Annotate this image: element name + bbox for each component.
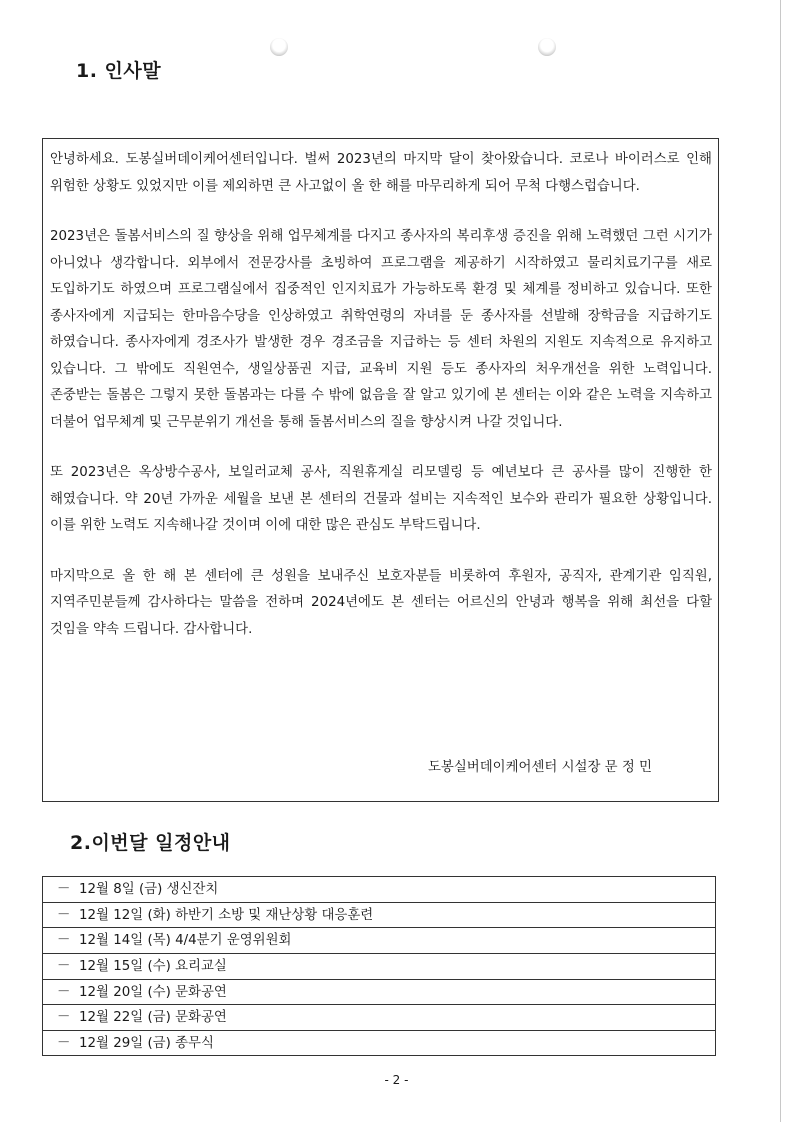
schedule-item-text: 12월 14일 (목) 4/4분기 운영위원회 [79, 933, 292, 949]
list-item [43, 1031, 715, 1057]
dash-bullet: － [57, 1036, 71, 1052]
schedule-item-text: 12월 29일 (금) 종무식 [79, 1036, 214, 1052]
list-item [43, 980, 715, 1006]
punch-hole-right [538, 38, 556, 56]
section-title-greeting: 1. 인사말 [76, 60, 162, 82]
schedule-item-text: 12월 22일 (금) 문화공연 [79, 1010, 227, 1026]
schedule-item-text: 12월 12일 (화) 하반기 소방 및 재난상황 대응훈련 [79, 907, 374, 923]
dash-bullet: － [57, 1010, 71, 1026]
page-number: - 2 - [384, 1073, 409, 1087]
schedule-item-text: 12월 20일 (수) 문화공연 [79, 984, 227, 1000]
greeting-paragraph: 또 2023년은 옥상방수공사, 보일러교체 공사, 직원휴게실 리모델링 등 예년보다 큰 공사를 많이 진행한 한 해였습니다. 약 20년 가까운 세월을 보낸 본 센터의 건물과 설비는 지속적인 보수와 관리가 필요한 상황입니다. 이를 위한 노력도 지속해나갈 것이며 이에 대한 많은 관심도 부탁드립니다. [50, 465, 712, 533]
greeting-paragraph: 2023년은 돌봄서비스의 질 향상을 위해 업무체계를 다지고 종사자의 복리후생 증진을 위해 노력했던 그런 시기가 아니었나 생각합니다. 외부에서 전문강사를 초빙하여 프로그램을 제공하기 시작하였고 물리치료기구를 새로 도입하기도 하였으며 프로그램실에서 집중적인 인지치료가 가능하도록 환경 및 체계를 정비하고 있습니다. 또한 종사자에게 지급되는 한마음수당을 인상하였고 취학연령의 자녀를 둔 종사자를 선발해 장학금을 지급하기도 하였습니다. 종사자에게 경조사가 발생한 경우 경조금을 지급하는 등 센터 차원의 지원도 지속적으로 유지하고 있습니다. 그 밖에도 직원연수, 생일상품권 지급, 교육비 지원 등도 종사자의 처우개선을 위한 노력입니다. 존중받는 돌봄은 그렇지 못한 돌봄과는 다를 수 밖에 없음을 잘 알고 있기에 본 센터는 이와 같은 노력을 지속하고 더불어 업무체계 및 근무분위기 개선을 통해 돌봄서비스의 질을 향상시켜 나갈 것입니다. [50, 229, 712, 430]
dash-bullet: － [57, 882, 71, 897]
signature: 도봉실버데이케어센터 시설장 문 정 민 [428, 760, 652, 775]
list-item [43, 1005, 715, 1031]
section-title-schedule: 2.이번달 일정안내 [70, 832, 231, 854]
list-item [43, 903, 715, 929]
dash-bullet: － [57, 907, 71, 923]
schedule-item-text: 12월 15일 (수) 요리교실 [79, 959, 227, 975]
dash-bullet: － [57, 984, 71, 1000]
greeting-paragraph: 안녕하세요. 도봉실버데이케어센터입니다. 벌써 2023년의 마지막 달이 찾아왔습니다. 코로나 바이러스로 인해 위험한 상황도 있었지만 이를 제외하면 큰 사고없이 올 한 해를 마무리하게 되어 무척 다행스럽습니다. [50, 152, 712, 194]
greeting-paragraph: 마지막으로 올 한 해 본 센터에 큰 성원을 보내주신 보호자분들 비롯하여 후원자, 공직자, 관계기관 임직원, 지역주민분들께 감사하다는 말씀을 전하며 2024년에도 본 센터는 어르신의 안녕과 행복을 위해 최선을 다할 것임을 약속 드립니다. 감사합니다. [50, 568, 712, 637]
schedule-item-text: 12월 8일 (금) 생신잔치 [79, 882, 219, 897]
punch-hole-left [270, 38, 288, 56]
schedule-list [42, 876, 716, 1056]
greeting-box [42, 138, 719, 802]
list-item [43, 954, 715, 980]
list-item [43, 928, 715, 954]
dash-bullet: － [57, 933, 71, 949]
scan-edge-line [780, 0, 781, 1122]
dash-bullet: － [57, 959, 71, 975]
list-item [43, 877, 715, 903]
